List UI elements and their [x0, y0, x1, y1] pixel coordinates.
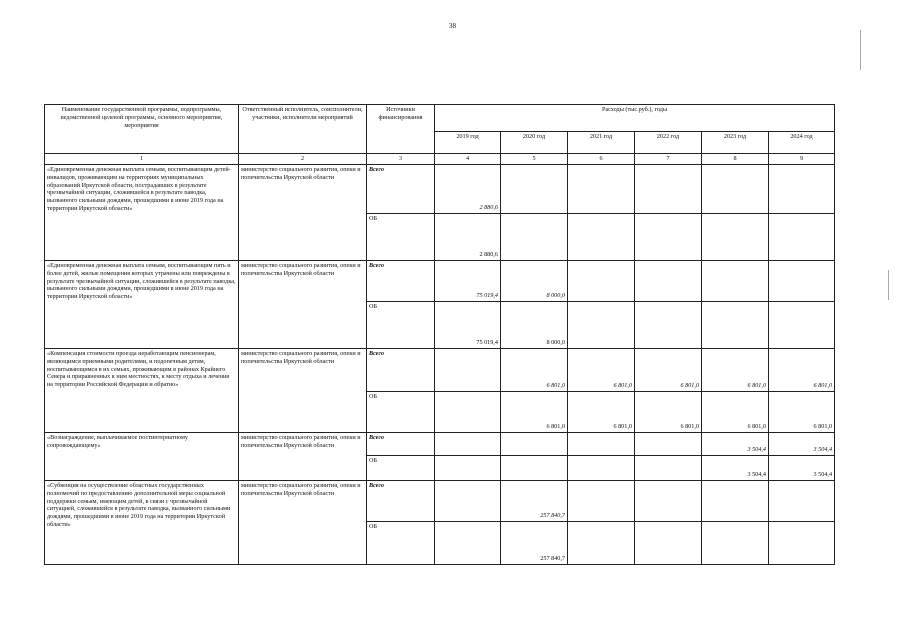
budget-table	[44, 104, 835, 565]
scan-edge-mark	[888, 270, 889, 300]
header-year: 2023 год	[702, 132, 769, 154]
table-row	[45, 349, 835, 392]
total-value: 6 801,0	[568, 349, 635, 392]
header-year: 2019 год	[435, 132, 501, 154]
header-executor: Ответственный исполнитель, соисполнители, участники, исполнители мероприятий	[239, 105, 367, 154]
ob-value: 3 504,4	[702, 456, 769, 481]
page-number: 38	[449, 22, 456, 30]
ob-value	[435, 392, 501, 433]
total-value	[501, 165, 568, 214]
ob-value: 3 504,4	[769, 456, 835, 481]
ob-value: 6 801,0	[769, 392, 835, 433]
source-ob-label: ОБ	[367, 392, 435, 433]
header-row-1	[45, 105, 835, 132]
table-row	[45, 481, 835, 522]
source-ob-label: ОБ	[367, 214, 435, 261]
ob-value: 6 801,0	[568, 392, 635, 433]
header-year: 2024 год	[769, 132, 835, 154]
total-value	[435, 349, 501, 392]
ob-value	[702, 522, 769, 565]
column-index: 8	[702, 154, 769, 165]
total-value	[702, 165, 769, 214]
column-index: 3	[367, 154, 435, 165]
measure-name: «Единовременная денежная выплата семьям, воспитывающим детей-инвалидов, проживающим на территориях муниципальных образований Иркутской области, пострадавших в результате чрезвычайной ситуации, сложившейся в результате паводка, вызванного сильными дождями, прошедшими в июне 2019 года на территории Иркутской области»	[45, 165, 239, 261]
column-index: 7	[635, 154, 702, 165]
column-index: 5	[501, 154, 568, 165]
table-row	[45, 165, 835, 214]
executor: министерство социального развития, опеки и попечительства Иркутской области	[239, 349, 367, 433]
column-index: 9	[769, 154, 835, 165]
total-value: 75 019,4	[435, 261, 501, 302]
source-total-label: Всего	[367, 261, 435, 302]
total-value	[769, 165, 835, 214]
total-value	[501, 433, 568, 456]
header-year: 2021 год	[568, 132, 635, 154]
header-year: 2022 год	[635, 132, 702, 154]
source-ob-label: ОБ	[367, 302, 435, 349]
ob-value	[769, 302, 835, 349]
source-total-label: Всего	[367, 433, 435, 456]
ob-value	[501, 214, 568, 261]
ob-value	[635, 456, 702, 481]
total-value	[769, 261, 835, 302]
ob-value: 2 880,6	[435, 214, 501, 261]
measure-name: «Единовременная денежная выплата семьям, воспитывающим пять и более детей, жилые помещения которых утрачены или повреждены в результате чрезвычайной ситуации, сложившейся в результате паводка, вызванного сильными дождями, прошедшими в июне 2019 года на территории Иркутской области»	[45, 261, 239, 349]
executor: министерство социального развития, опеки и попечительства Иркутской области	[239, 261, 367, 349]
total-value	[435, 433, 501, 456]
ob-value: 6 801,0	[635, 392, 702, 433]
total-value: 6 801,0	[702, 349, 769, 392]
ob-value	[702, 214, 769, 261]
column-index: 4	[435, 154, 501, 165]
ob-value	[702, 302, 769, 349]
ob-value	[769, 522, 835, 565]
ob-value: 257 840,7	[501, 522, 568, 565]
ob-value: 6 801,0	[501, 392, 568, 433]
measure-name: «Субвенция на осуществление областных государственных полномочий по предоставлению дополнительной меры социальной поддержки семьям, имеющим детей, в связи с чрезвычайной ситуацией, сложившейся в результате паводка, вызванного сильными дождями, прошедшими в июне 2019 года на территории Иркутской области»	[45, 481, 239, 565]
table-row	[45, 433, 835, 456]
total-value: 8 000,0	[501, 261, 568, 302]
executor: министерство социального развития, опеки и попечительства Иркутской области	[239, 481, 367, 565]
ob-value	[568, 456, 635, 481]
column-index: 1	[45, 154, 239, 165]
source-total-label: Всего	[367, 349, 435, 392]
source-total-label: Всего	[367, 481, 435, 522]
ob-value	[635, 302, 702, 349]
ob-value	[568, 302, 635, 349]
ob-value	[435, 522, 501, 565]
ob-value	[635, 522, 702, 565]
total-value	[568, 481, 635, 522]
source-total-label: Всего	[367, 165, 435, 214]
total-value	[435, 481, 501, 522]
total-value	[568, 165, 635, 214]
total-value: 2 880,6	[435, 165, 501, 214]
column-index-row	[45, 154, 835, 165]
column-index: 2	[239, 154, 367, 165]
total-value	[635, 165, 702, 214]
ob-value: 8 000,0	[501, 302, 568, 349]
header-program-name: Наименование государственной программы, подпрограммы, ведомственной целевой программы, основного мероприятия, мероприятия	[45, 105, 239, 154]
total-value: 257 840,7	[501, 481, 568, 522]
header-funding-source: Источники финансирования	[367, 105, 435, 154]
measure-name: «Вознаграждение, выплачиваемое постинтернатному сопровождающему»	[45, 433, 239, 481]
column-index: 6	[568, 154, 635, 165]
header-year: 2020 год	[501, 132, 568, 154]
executor: министерство социального развития, опеки и попечительства Иркутской области	[239, 433, 367, 481]
total-value: 6 801,0	[635, 349, 702, 392]
ob-value	[501, 456, 568, 481]
total-value	[702, 261, 769, 302]
source-ob-label: ОБ	[367, 456, 435, 481]
header-expenses: Расходы (тыс.руб.), годы	[435, 105, 835, 132]
source-ob-label: ОБ	[367, 522, 435, 565]
total-value: 6 801,0	[501, 349, 568, 392]
executor: министерство социального развития, опеки и попечительства Иркутской области	[239, 165, 367, 261]
ob-value	[435, 456, 501, 481]
total-value	[635, 481, 702, 522]
scan-edge-mark	[860, 30, 861, 70]
total-value	[769, 481, 835, 522]
ob-value: 75 019,4	[435, 302, 501, 349]
total-value	[635, 261, 702, 302]
total-value	[568, 433, 635, 456]
measure-name: «Компенсация стоимости проезда неработающим пенсионерам, являющимся приемными родителями, и подопечным детям, воспитывающимся в их семьях, проживающим в районах Крайнего Севера и приравненных к ним местностях, к месту отдыха и лечения на территории Российской Федерации и обратно»	[45, 349, 239, 433]
ob-value	[635, 214, 702, 261]
total-value: 3 504,4	[702, 433, 769, 456]
table-row	[45, 261, 835, 302]
total-value	[635, 433, 702, 456]
ob-value	[568, 214, 635, 261]
total-value	[702, 481, 769, 522]
ob-value: 6 801,0	[702, 392, 769, 433]
ob-value	[769, 214, 835, 261]
total-value: 3 504,4	[769, 433, 835, 456]
ob-value	[568, 522, 635, 565]
total-value	[568, 261, 635, 302]
total-value: 6 801,0	[769, 349, 835, 392]
